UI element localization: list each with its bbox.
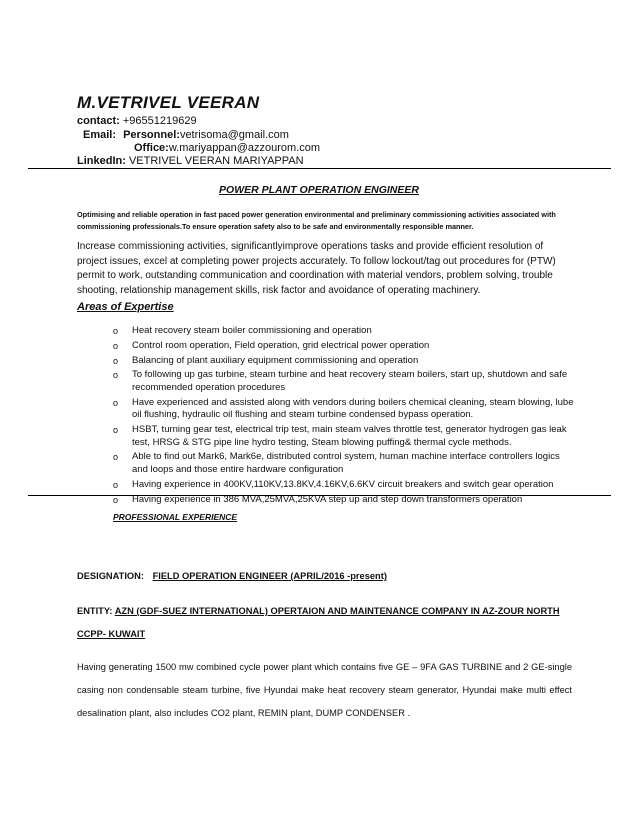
professional-experience-heading: PROFESSIONAL EXPERIENCE — [113, 512, 238, 522]
bullet-icon: o — [113, 340, 119, 351]
section-divider — [28, 495, 611, 496]
contact-line — [77, 115, 197, 128]
list-item: o Having experience in 400KV,110KV,13.8KV,4.16KV,6.6KV circuit breakers and switch gear operation — [113, 478, 554, 490]
office-email[interactable]: w.mariyappan@azzourom.com — [168, 142, 321, 154]
linkedin-value: VETRIVEL VEERAN MARIYAPPAN — [128, 155, 304, 167]
bullet-icon: o — [113, 370, 119, 381]
list-item: o HSBT, turning gear test, electrical trip test, main steam valves throttle test, generator hydrogen gas leak test, HRSG & STG pipe line hydro testing, Steam blowing puffing& thermal cycle methods. — [113, 424, 567, 448]
bullet-icon: o — [113, 397, 119, 408]
linkedin-label: LinkedIn: — [77, 155, 126, 167]
entity-block — [77, 600, 567, 646]
list-item: o Have experienced and assisted along with vendors during boilers chemical cleaning, steam blowing, lube oil flushing, hydraulic oil flushing and steam turbine condensed bypass operation. — [113, 396, 574, 421]
entity-value: AZN (GDF-SUEZ INTERNATIONAL) OPERTAION AND MAINTENANCE COMPANY IN AZ-ZOUR NORTH CCPP- KUWAIT — [77, 606, 560, 639]
office-line — [134, 142, 320, 155]
bullet-icon: o — [113, 326, 119, 336]
office-label: Office: — [134, 142, 169, 154]
objective-text: Optimising and reliable operation in fast paced power generation environmental and preliminary commissioning activities associated with commissioning professionals.To ensure operation safety also to be safe and environmentally responsible manner. — [77, 210, 556, 231]
expertise-list — [0, 325, 638, 508]
list-item: o Balancing of plant auxiliary equipment commissioning and operation — [113, 354, 419, 366]
bullet-icon: o — [113, 479, 119, 490]
header-divider — [28, 168, 611, 169]
personnel-label: Personnel: — [123, 129, 180, 141]
summary-text: Increase commissioning activities, significantlyimprove operations tasks and provide efficient resolution of project issues, excel at completing power projects accurately. To follow lockout/tag out procedures for (PTW) permit to work, outstanding communication and coordination with material vendors, problem solving, trouble shooting, relationship management skills, risk factor and avoidance of operating machinery. — [77, 241, 556, 297]
experience-paragraph: Having generating 1500 mw combined cycle power plant which contains five GE – 9FA GAS TURBINE and 2 GE-single casing non condensable steam turbine, five Hyundai make heat recovery steam generator, Hyundai make multi effect desalination plant, also includes CO2 plant, REMIN plant, DUMP CONDENSER . — [77, 662, 572, 718]
email-label: Email: — [83, 129, 117, 141]
candidate-name: M.VETRIVEL VEERAN — [77, 93, 260, 112]
list-item: o Able to find out Mark6, Mark6e, distributed control system, human machine interface controllers logics and loops and those entire hardware configuration — [113, 451, 560, 476]
contact-label: contact: — [77, 115, 120, 127]
designation-line — [77, 571, 387, 581]
personnel-email[interactable]: vetrisoma@gmail.com — [179, 129, 289, 141]
bullet-icon: o — [113, 494, 119, 505]
list-item: o Having experience in 386 MVA,25MVA,25KVA step up and step down transformers operation — [113, 493, 523, 505]
entity-label: ENTITY: — [77, 606, 113, 616]
contact-phone: +96551219629 — [122, 115, 197, 127]
list-item: o Heat recovery steam boiler commissioning and operation — [113, 325, 372, 336]
job-title: POWER PLANT OPERATION ENGINEER — [219, 184, 419, 196]
linkedin-line — [77, 155, 304, 168]
bullet-icon: o — [113, 355, 119, 366]
list-item: o Control room operation, Field operation, grid electrical power operation — [113, 339, 430, 351]
areas-heading: Areas of Expertise — [77, 301, 174, 313]
designation-label: DESIGNATION: — [77, 571, 144, 581]
list-item: o To following up gas turbine, steam turbine and heat recovery steam boilers, start up, shutdown and safe recommended operation procedures — [113, 369, 568, 393]
bullet-icon: o — [113, 452, 119, 463]
designation-value: FIELD OPERATION ENGINEER (APRIL/2016 -present) — [152, 571, 387, 581]
email-line — [83, 129, 289, 142]
bullet-icon: o — [113, 425, 119, 436]
